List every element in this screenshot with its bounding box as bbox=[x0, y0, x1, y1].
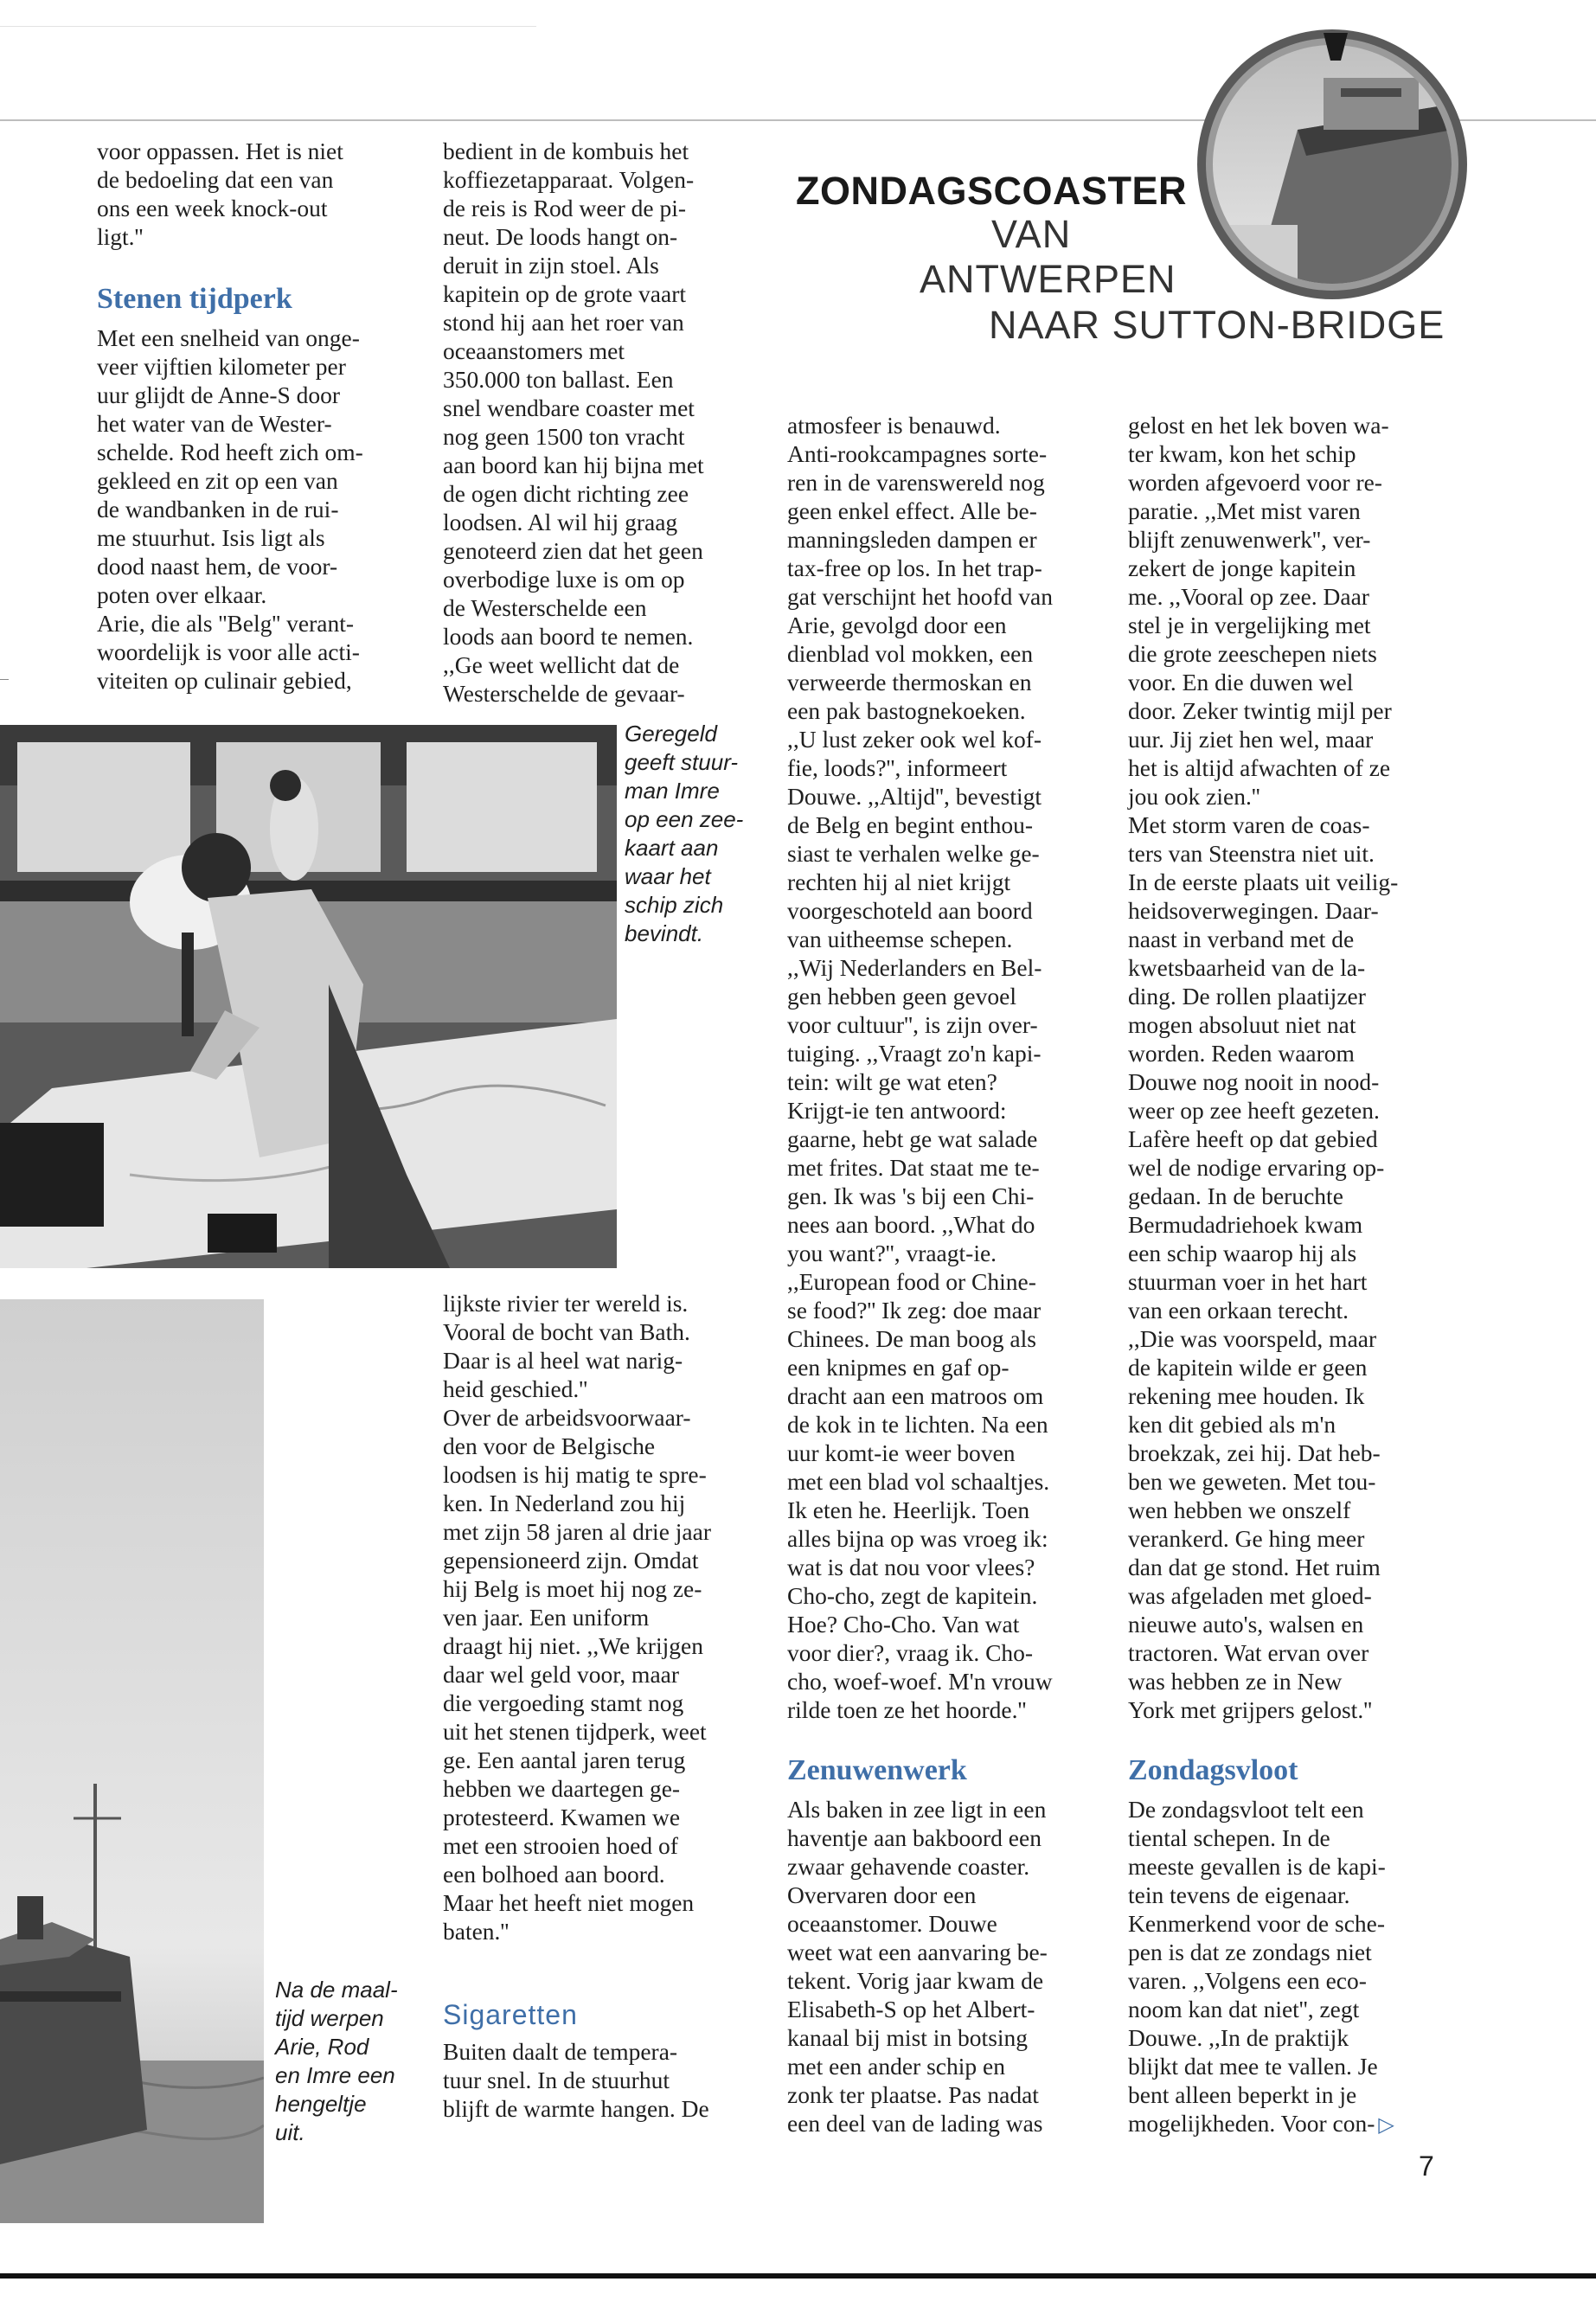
text-line: me stuurhut. Isis ligt als bbox=[97, 524, 325, 551]
text-line: ters van Steenstra niet uit. bbox=[1128, 840, 1375, 867]
subheading-sigaretten: Sigaretten bbox=[443, 1999, 578, 2030]
text-line: voor oppassen. Het is niet bbox=[97, 138, 343, 164]
text-line: weet wat een aanvaring be- bbox=[787, 1939, 1048, 1965]
text-line: Ik eten he. Heerlijk. Toen bbox=[787, 1497, 1030, 1523]
text-line: York met grijpers gelost.'' bbox=[1128, 1696, 1373, 1723]
text-line: mogelijkheden. Voor con- bbox=[1128, 2110, 1375, 2137]
text-line: die vergoeding stamt nog bbox=[443, 1689, 684, 1716]
top-faint-rule bbox=[0, 26, 536, 27]
subheading-stenen-tijdperk: Stenen tijdperk bbox=[97, 283, 292, 315]
text-line: ter kwam, kon het schip bbox=[1128, 440, 1356, 467]
text-line: Met een snelheid van onge- bbox=[97, 324, 360, 351]
text-line: ven jaar. Een uniform bbox=[443, 1604, 650, 1631]
text-line: uit het stenen tijdperk, weet bbox=[443, 1718, 707, 1745]
text-line: blijft zenuwenwerk'', ver- bbox=[1128, 526, 1371, 553]
caption-line: geeft stuur- bbox=[625, 749, 739, 775]
text-line: jou ook zien.'' bbox=[1128, 783, 1260, 810]
text-line: het water van de Wester- bbox=[97, 410, 332, 437]
text-line: van een orkaan terecht. bbox=[1128, 1297, 1349, 1324]
title-line-van: VAN bbox=[991, 212, 1072, 256]
text-line: tein: wilt ge wat eten? bbox=[787, 1068, 997, 1095]
text-line: met een ander schip en bbox=[787, 2053, 1005, 2080]
caption-line: waar het bbox=[625, 863, 711, 889]
text-line: loodsen. Al wil hij graag bbox=[443, 509, 678, 535]
column-4 bbox=[1128, 411, 1448, 2139]
text-line: veer vijftien kilometer per bbox=[97, 353, 346, 380]
text-line: heid geschied.'' bbox=[443, 1375, 588, 1402]
text-line: genoteerd zien dat het geen bbox=[443, 537, 703, 564]
text-line: rilde toen ze het hoorde.'' bbox=[787, 1696, 1027, 1723]
text-line: rekening mee houden. Ik bbox=[1128, 1382, 1365, 1409]
text-line: poten over elkaar. bbox=[97, 581, 267, 608]
text-line: worden. Reden waarom bbox=[1128, 1040, 1355, 1067]
text-line: Overvaren door een bbox=[787, 1881, 977, 1908]
text-line: de ogen dicht richting zee bbox=[443, 480, 689, 507]
text-line: Elisabeth-S op het Albert- bbox=[787, 1996, 1035, 2022]
text-line: worden afgevoerd voor re- bbox=[1128, 469, 1382, 496]
text-line: uur glijdt de Anne-S door bbox=[97, 381, 341, 408]
text-line: ken. In Nederland zou hij bbox=[443, 1490, 686, 1516]
text-line: ,,U lust zeker ook wel kof- bbox=[787, 726, 1042, 753]
text-line: Douwe. ,,Altijd'', bevestigt bbox=[787, 783, 1042, 810]
text-line: Hoe? Cho-Cho. Van wat bbox=[787, 1611, 1020, 1638]
text-line: voor dier?, vraag ik. Cho- bbox=[787, 1639, 1034, 1666]
text-line: den voor de Belgische bbox=[443, 1433, 656, 1459]
caption-line: man Imre bbox=[625, 778, 720, 804]
text-line: de Belg en begint enthou- bbox=[787, 811, 1034, 838]
text-line: pen is dat ze zondags niet bbox=[1128, 1939, 1372, 1965]
text-line: een bolhoed aan boord. bbox=[443, 1861, 665, 1888]
text-line: ken dit gebied als m'n bbox=[1128, 1411, 1336, 1438]
column-3 bbox=[787, 411, 1107, 2138]
text-line: daar wel geld voor, maar bbox=[443, 1661, 680, 1688]
triangle-right-icon: ▷ bbox=[1378, 2112, 1394, 2137]
text-line: draagt hij niet. ,,We krijgen bbox=[443, 1632, 703, 1659]
text-line: gat verschijnt het hoofd van bbox=[787, 583, 1053, 610]
text-line: stel je in vergelijking met bbox=[1128, 612, 1371, 638]
text-line: de wandbanken in de rui- bbox=[97, 496, 339, 522]
text-line: Arie, gevolgd door een bbox=[787, 612, 1007, 638]
text-line: van uitheemse schepen. bbox=[787, 926, 1013, 952]
column-2-top bbox=[443, 137, 754, 708]
text-line: fie, loods?'', informeert bbox=[787, 754, 1008, 781]
caption-line: kaart aan bbox=[625, 835, 719, 861]
text-line: was afgeladen met gloed- bbox=[1128, 1582, 1372, 1609]
text-line: Lafère heeft op dat gebied bbox=[1128, 1125, 1378, 1152]
text-line: door. Zeker twintig mijl per bbox=[1128, 697, 1392, 724]
col1-body bbox=[97, 324, 391, 695]
text-line: overbodige luxe is om op bbox=[443, 566, 685, 593]
column-2-bottom bbox=[443, 1289, 754, 2123]
text-line: snel wendbare coaster met bbox=[443, 394, 695, 421]
text-line: gaarne, hebt ge wat salade bbox=[787, 1125, 1038, 1152]
text-line: blijft de warmte hangen. De bbox=[443, 2095, 709, 2122]
caption-line: hengeltje bbox=[275, 2091, 367, 2117]
text-line: alles bijna op was vroeg ik: bbox=[787, 1525, 1048, 1552]
text-line: Krijgt-ie ten antwoord: bbox=[787, 1097, 1007, 1124]
porthole-photo bbox=[1194, 26, 1471, 303]
text-line: siast te verhalen welke ge- bbox=[787, 840, 1040, 867]
text-line: me. ,,Vooral op zee. Daar bbox=[1128, 583, 1369, 610]
text-line: baten.'' bbox=[443, 1918, 510, 1945]
text-line: de Westerschelde een bbox=[443, 594, 647, 621]
text-line: schelde. Rod heeft zich om- bbox=[97, 439, 363, 465]
text-line: blijkt dat mee te vallen. Je bbox=[1128, 2053, 1378, 2080]
text-line: Kenmerkend voor de sche- bbox=[1128, 1910, 1386, 1937]
text-line: ligt.'' bbox=[97, 223, 144, 250]
text-line: tiental schepen. In de bbox=[1128, 1824, 1330, 1851]
text-line: gekleed en zit op een van bbox=[97, 467, 338, 494]
text-line: gen. Ik was 's bij een Chi- bbox=[787, 1183, 1035, 1209]
text-line: zonk ter plaatse. Pas nadat bbox=[787, 2081, 1039, 2108]
caption-line: bevindt. bbox=[625, 920, 704, 946]
text-line: nog geen 1500 ton vracht bbox=[443, 423, 685, 450]
text-line: een pak bastognekoeken. bbox=[787, 697, 1026, 724]
text-line: varen. ,,Volgens een eco- bbox=[1128, 1967, 1367, 1994]
title-line-sutton-bridge: NAAR SUTTON-BRIDGE bbox=[989, 303, 1445, 347]
text-line: Over de arbeidsvoorwaar- bbox=[443, 1404, 691, 1431]
text-line: koffiezetapparaat. Volgen- bbox=[443, 166, 695, 193]
text-line: Maar het heeft niet mogen bbox=[443, 1889, 695, 1916]
text-line: met frites. Dat staat me te- bbox=[787, 1154, 1040, 1181]
text-line: meeste gevallen is de kapi- bbox=[1128, 1853, 1386, 1880]
text-line: die grote zeeschepen niets bbox=[1128, 640, 1377, 667]
col1-intro bbox=[97, 137, 391, 251]
article-title: ZONDAGSCOASTER bbox=[796, 169, 1188, 213]
text-line: oceaanstomers met bbox=[443, 337, 625, 364]
text-line: nieuwe auto's, walsen en bbox=[1128, 1611, 1364, 1638]
text-line: protesteerd. Kwamen we bbox=[443, 1804, 681, 1830]
text-line: met een strooien hoed of bbox=[443, 1832, 678, 1859]
text-line: In de eerste plaats uit veilig- bbox=[1128, 868, 1399, 895]
text-line: dan dat ge stond. Het ruim bbox=[1128, 1554, 1381, 1580]
text-line: lijkste rivier ter wereld is. bbox=[443, 1290, 689, 1317]
text-line: was hebben ze in New bbox=[1128, 1668, 1343, 1695]
text-line: ons een week knock-out bbox=[97, 195, 328, 221]
text-line: dood naast hem, de voor- bbox=[97, 553, 338, 580]
caption-line: op een zee- bbox=[625, 806, 744, 832]
text-line: dracht aan een matroos om bbox=[787, 1382, 1044, 1409]
text-line: noom kan dat niet'', zegt bbox=[1128, 1996, 1360, 2022]
text-line: atmosfeer is benauwd. bbox=[787, 412, 1001, 439]
text-line: naast in verband met de bbox=[1128, 926, 1355, 952]
text-line: kapitein op de grote vaart bbox=[443, 280, 687, 307]
text-line: tractoren. Wat ervan over bbox=[1128, 1639, 1369, 1666]
text-line: rechten hij al niet krijgt bbox=[787, 868, 1011, 895]
text-line: verweerde thermoskan en bbox=[787, 669, 1032, 695]
text-line: tuur snel. In de stuurhut bbox=[443, 2067, 670, 2093]
text-line: Vooral de bocht van Bath. bbox=[443, 1318, 690, 1345]
text-line: mogen absoluut niet nat bbox=[1128, 1011, 1356, 1038]
text-line: Douwe. ,,In de praktijk bbox=[1128, 2024, 1349, 2051]
text-line: neut. De loods hangt on- bbox=[443, 223, 678, 250]
caption-line: Arie, Rod bbox=[275, 2034, 369, 2060]
bottom-rule bbox=[0, 2273, 1596, 2279]
text-line: uur. Jij ziet hen wel, maar bbox=[1128, 726, 1374, 753]
text-line: het is altijd afwachten of ze bbox=[1128, 754, 1391, 781]
text-line: cho, woef-woef. M'n vrouw bbox=[787, 1668, 1053, 1695]
text-line: ,,European food or Chine- bbox=[787, 1268, 1036, 1295]
text-line: Anti-rookcampagnes sorte- bbox=[787, 440, 1048, 467]
text-line: deruit in zijn stoel. Als bbox=[443, 252, 659, 279]
text-line: de reis is Rod weer de pi- bbox=[443, 195, 687, 221]
subheading-zondagsvloot: Zondagsvloot bbox=[1128, 1754, 1298, 1786]
text-line: tein tevens de eigenaar. bbox=[1128, 1881, 1350, 1908]
text-line: gedaan. In de beruchte bbox=[1128, 1183, 1343, 1209]
text-line: oceaanstomer. Douwe bbox=[787, 1910, 997, 1937]
text-line: 350.000 ton ballast. Een bbox=[443, 366, 674, 393]
text-line: stond hij aan het roer van bbox=[443, 309, 684, 336]
text-line: hij Belg is moet hij nog ze- bbox=[443, 1575, 702, 1602]
text-line: tekent. Vorig jaar kwam de bbox=[787, 1967, 1044, 1994]
text-line: wel de nodige ervaring op- bbox=[1128, 1154, 1385, 1181]
text-line: Chinees. De man boog als bbox=[787, 1325, 1036, 1352]
caption-line: en Imre een bbox=[275, 2062, 395, 2088]
text-line: viteiten op culinair gebied, bbox=[97, 667, 352, 694]
text-line: zekert de jonge kapitein bbox=[1128, 554, 1356, 581]
text-line: een deel van de lading was bbox=[787, 2110, 1043, 2137]
text-line: ,,Wij Nederlanders en Bel- bbox=[787, 954, 1042, 981]
caption-line: schip zich bbox=[625, 892, 724, 918]
text-line: uur komt-ie weer boven bbox=[787, 1439, 1016, 1466]
margin-tick bbox=[0, 679, 9, 680]
text-line: ge. Een aantal jaren terug bbox=[443, 1747, 686, 1773]
text-line: Westerschelde de gevaar- bbox=[443, 680, 685, 707]
text-line: broekzak, zei hij. Dat heb- bbox=[1128, 1439, 1381, 1466]
text-line: nees aan boord. ,,What do bbox=[787, 1211, 1035, 1238]
text-line: De zondagsvloot telt een bbox=[1128, 1796, 1364, 1823]
text-line: ,,Ge weet wellicht dat de bbox=[443, 651, 680, 678]
text-line: loods aan boord te nemen. bbox=[443, 623, 694, 650]
text-line: Met storm varen de coas- bbox=[1128, 811, 1370, 838]
text-line: Cho-cho, zegt de kapitein. bbox=[787, 1582, 1038, 1609]
text-line: met een blad vol schaaltjes. bbox=[787, 1468, 1050, 1495]
text-line: dienblad vol mokken, een bbox=[787, 640, 1034, 667]
text-line: Douwe nog nooit in nood- bbox=[1128, 1068, 1380, 1095]
text-line: kwetsbaarheid van de la- bbox=[1128, 954, 1366, 981]
text-line: tax-free op los. In het trap- bbox=[787, 554, 1042, 581]
text-line-with-arrow bbox=[1128, 2109, 1448, 2139]
page-number: 7 bbox=[1419, 2150, 1434, 2182]
text-line: gepensioneerd zijn. Omdat bbox=[443, 1547, 699, 1574]
text-line: you want?'', vraagt-ie. bbox=[787, 1240, 997, 1266]
text-line: ren in de varenswereld nog bbox=[787, 469, 1045, 496]
text-line: gelost en het lek boven wa- bbox=[1128, 412, 1389, 439]
column-1 bbox=[97, 137, 391, 695]
photo-schip-hengeltje bbox=[0, 1299, 264, 2223]
text-line: Als baken in zee ligt in een bbox=[787, 1796, 1047, 1823]
text-line: weer op zee heeft gezeten. bbox=[1128, 1097, 1380, 1124]
text-line: se food?'' Ik zeg: doe maar bbox=[787, 1297, 1042, 1324]
text-line: zwaar gehavende coaster. bbox=[787, 1853, 1030, 1880]
caption-line: tijd werpen bbox=[275, 2005, 384, 2031]
text-line: ding. De rollen plaatijzer bbox=[1128, 983, 1366, 1009]
text-line: voorgeschoteld aan boord bbox=[787, 897, 1033, 924]
caption-line: Geregeld bbox=[625, 721, 717, 747]
text-line: woordelijk is voor alle acti- bbox=[97, 638, 360, 665]
text-line: aan boord kan hij bijna met bbox=[443, 452, 704, 478]
text-line: haventje aan bakboord een bbox=[787, 1824, 1042, 1851]
text-line: een schip waarop hij als bbox=[1128, 1240, 1357, 1266]
text-line: een knipmes en gaf op- bbox=[787, 1354, 1010, 1381]
text-line: met zijn 58 jaren al drie jaar bbox=[443, 1518, 711, 1545]
caption-zeekaart bbox=[625, 720, 754, 948]
text-line: kanaal bij mist in botsing bbox=[787, 2024, 1029, 2051]
caption-line: uit. bbox=[275, 2119, 305, 2145]
text-line: manningsleden dampen er bbox=[787, 526, 1037, 553]
text-line: geen enkel effect. Alle be- bbox=[787, 497, 1037, 524]
text-line: gen hebben geen gevoel bbox=[787, 983, 1016, 1009]
text-line: ,,Die was voorspeld, maar bbox=[1128, 1325, 1377, 1352]
text-line: Buiten daalt de tempera- bbox=[443, 2038, 678, 2065]
text-line: Bermudadriehoek kwam bbox=[1128, 1211, 1363, 1238]
subheading-zenuwenwerk: Zenuwenwerk bbox=[787, 1754, 967, 1786]
text-line: voor. En die duwen wel bbox=[1128, 669, 1354, 695]
text-line: Arie, die als ''Belg'' verant- bbox=[97, 610, 355, 637]
text-line: paratie. ,,Met mist varen bbox=[1128, 497, 1361, 524]
text-line: verankerd. Ge hing meer bbox=[1128, 1525, 1365, 1552]
photo-stuurman-zeekaart bbox=[0, 725, 617, 1268]
text-line: heidsoverwegingen. Daar- bbox=[1128, 897, 1379, 924]
text-line: wat is dat nou voor vlees? bbox=[787, 1554, 1035, 1580]
text-line: wen hebben we onszelf bbox=[1128, 1497, 1351, 1523]
text-line: tuiging. ,,Vraagt zo'n kapi- bbox=[787, 1040, 1042, 1067]
text-line: stuurman voer in het hart bbox=[1128, 1268, 1368, 1295]
text-line: de bedoeling dat een van bbox=[97, 166, 334, 193]
text-line: Daar is al heel wat narig- bbox=[443, 1347, 683, 1374]
text-line: ben we geweten. Met tou- bbox=[1128, 1468, 1376, 1495]
text-line: bent alleen beperkt in je bbox=[1128, 2081, 1357, 2108]
text-line: de kapitein wilde er geen bbox=[1128, 1354, 1368, 1381]
text-line: voor cultuur'', is zijn over- bbox=[787, 1011, 1038, 1038]
text-line: de kok in te lichten. Na een bbox=[787, 1411, 1048, 1438]
text-line: loodsen is hij matig te spre- bbox=[443, 1461, 707, 1488]
caption-line: Na de maal- bbox=[275, 1977, 398, 2003]
text-line: bedient in de kombuis het bbox=[443, 138, 689, 164]
text-line: hebben we daartegen ge- bbox=[443, 1775, 681, 1802]
title-line-antwerpen: ANTWERPEN bbox=[920, 257, 1176, 301]
caption-hengeltje bbox=[275, 1976, 422, 2147]
